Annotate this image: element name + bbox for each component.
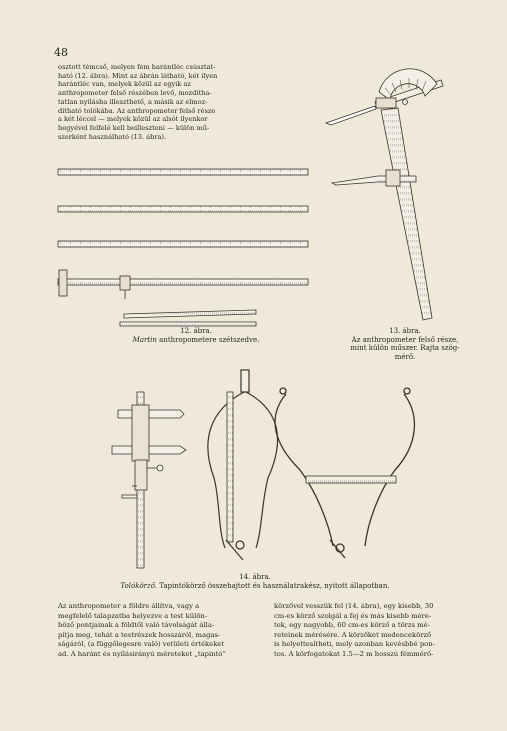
text-line: osztott témcső, melyen fém harántléc csúsztat- <box>58 63 216 71</box>
text-line: is helyettesítheti, mely azonban kevésbbé pon- <box>274 640 435 649</box>
figure-13-number: 13. ábra. <box>389 327 421 335</box>
figure-12-caption <box>96 327 296 344</box>
text-line: körzővel vesszük fel (14. ábra), egy kisebb, 30 <box>274 602 434 610</box>
text-line: dítható tolókába. Az anthropometer felső része <box>58 106 216 115</box>
figure-14-number: 14. ábra. <box>239 573 271 581</box>
figure-14-folded-caliper-illustration <box>208 370 278 560</box>
figure-12-number: 12. ábra. <box>180 327 212 335</box>
text-line: pítja meg, tehát a testrészek hosszáról, magas- <box>58 630 221 639</box>
caption-line: mint külön műszer. Rajta szög- <box>350 344 460 353</box>
text-line: begyével felfelé kell beilleszteni — külön mű- <box>58 123 210 132</box>
text-line: ságáról, (a függőlegesre való) vetületi értékeket <box>58 640 225 649</box>
figure-13-caption <box>330 327 480 361</box>
text-line: tatlan nyílásba illeszthető, a másik az elmoz- <box>58 97 208 106</box>
text-line: tos. A körfogatokat 1.5—2 m hosszú fémmérő- <box>274 649 434 658</box>
text-line: ad. A haránt és nyílásirányú méreteket „tapintó” <box>58 649 226 658</box>
rod-with-sliders <box>58 270 308 299</box>
text-line: reteinek mérésére. A körzőket medencekörző <box>274 630 432 639</box>
text-line: szerként használható (13. ábra). <box>58 132 167 141</box>
figure-12-title: Martin anthropometere szétszedve. <box>132 335 260 344</box>
rod <box>58 169 308 175</box>
rod <box>58 241 308 247</box>
text-line: tek, egy nagyobb, 60 cm-es körző a törzs mé- <box>274 621 430 630</box>
text-line: megfelelő talapzatba helyezve a test külön- <box>58 611 208 620</box>
bottom-right-column <box>274 602 470 660</box>
figure-14-title: Tolókörző. Tapintókörző összehajtott és használatrakész, nyitott állapotban. <box>120 581 390 590</box>
caption-line: mérő. <box>394 352 416 361</box>
figure-13-anthropometer-illustration <box>326 69 443 320</box>
caption-line: Az anthropometer felső része, <box>351 335 459 344</box>
rod <box>58 206 308 212</box>
figure-14-caption <box>80 573 430 590</box>
figure-14-open-caliper-illustration <box>275 388 414 558</box>
page-number: 48 <box>54 46 68 59</box>
text-line: cm-es körző szolgál a fej és más kisebb mére- <box>274 611 432 620</box>
text-line: böző pontjainak a földtől való távolságát álla- <box>58 621 215 630</box>
text-line: harántléc van, melyek közül az egyik az <box>58 80 191 89</box>
bottom-left-column <box>58 602 254 660</box>
text-line: anthropometer felső részében levő, mozdítha- <box>58 89 212 98</box>
text-line: ható (12. ábra). Mint az ábrán látható, két ilyen <box>58 71 218 80</box>
figure-14-sliding-caliper-illustration <box>112 392 186 568</box>
text-line: Az anthropometer a földre állítva, vagy a <box>58 602 200 610</box>
crossbar <box>120 310 256 326</box>
text-line: a két léccel — melyek közül az alsót ilyenkor <box>58 115 208 124</box>
